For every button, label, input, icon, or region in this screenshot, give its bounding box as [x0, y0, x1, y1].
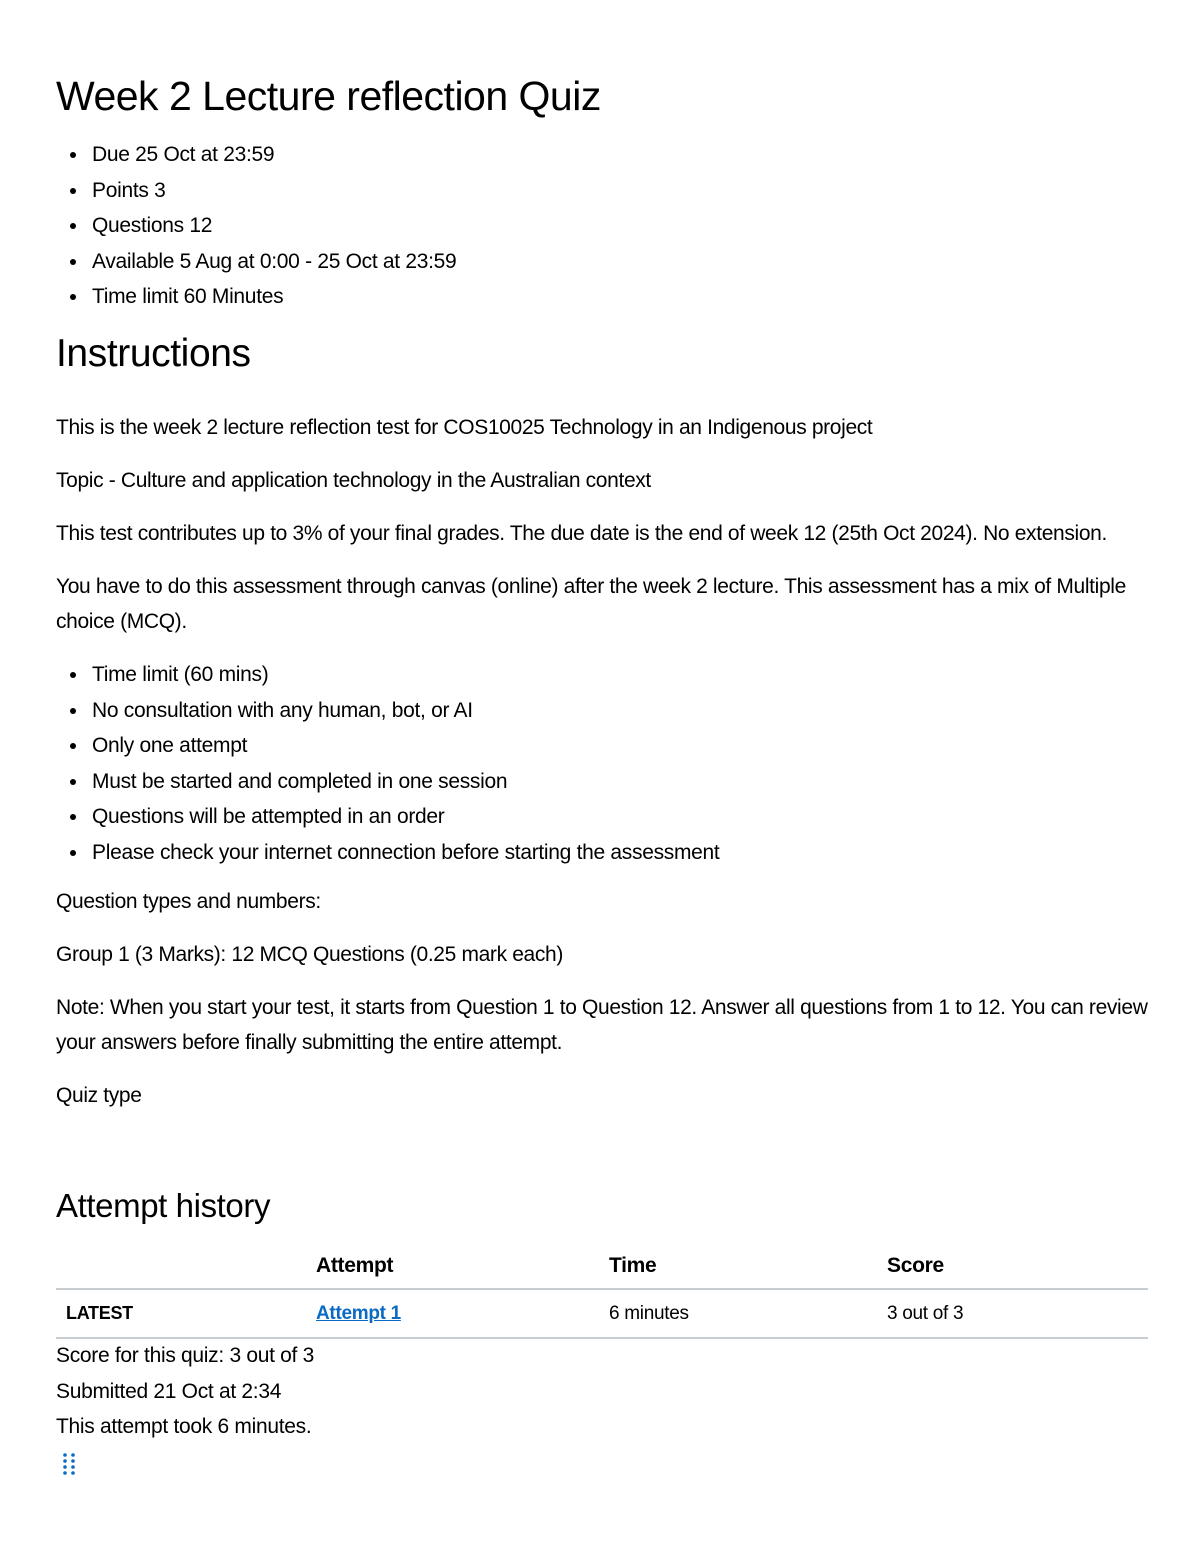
instructions-paragraph: Topic - Culture and application technology in the Australian context: [56, 469, 651, 492]
column-header-time: Time: [609, 1244, 887, 1289]
attempt-duration: This attempt took 6 minutes.: [56, 1415, 312, 1438]
quiz-score: Score for this quiz: 3 out of 3: [56, 1344, 315, 1367]
meta-time-limit: Time limit 60 Minutes: [92, 279, 456, 315]
instructions-paragraph: This test contributes up to 3% of your final grades. The due date is the end of week 12 (25th Oct 2024). No extension.: [56, 522, 1107, 545]
attempt-link[interactable]: Attempt 1: [316, 1302, 401, 1324]
instructions-heading: Instructions: [56, 332, 251, 375]
rule-item: Please check your internet connection before starting the assessment: [92, 835, 1148, 871]
meta-available: Available 5 Aug at 0:00 - 25 Oct at 23:59: [92, 244, 456, 280]
attempt-history-heading: Attempt history: [56, 1187, 271, 1224]
rules-list: [56, 657, 1148, 870]
attempt-status: LATEST: [56, 1289, 316, 1338]
quiz-meta-list: [56, 137, 456, 315]
submitted-time: Submitted 21 Oct at 2:34: [56, 1379, 282, 1403]
rule-item: No consultation with any human, bot, or AI: [92, 693, 1148, 729]
attempt-history-table: [56, 1244, 1148, 1339]
rule-item: Time limit (60 mins): [92, 657, 1148, 693]
column-header-attempt: Attempt: [316, 1244, 609, 1289]
meta-questions: Questions 12: [92, 208, 456, 244]
instructions-body: [56, 410, 1148, 1131]
column-header-status: [56, 1244, 316, 1289]
table-row: [56, 1289, 1148, 1338]
column-header-score: Score: [887, 1244, 1148, 1289]
attempt-cell: [316, 1289, 609, 1338]
page-title: Week 2 Lecture reflection Quiz: [56, 73, 601, 119]
quiz-type-label: Quiz type: [56, 1084, 142, 1107]
attempt-summary: [56, 1338, 314, 1445]
attempt-time: 6 minutes: [609, 1289, 887, 1338]
meta-points: Points 3: [92, 173, 456, 209]
drag-handle-icon[interactable]: [62, 1452, 76, 1476]
meta-due: Due 25 Oct at 23:59: [92, 137, 456, 173]
attempt-score: 3 out of 3: [887, 1289, 1148, 1338]
instructions-paragraph: You have to do this assessment through canvas (online) after the week 2 lecture. This assessment has a mix of Multiple choice (MCQ).: [56, 575, 1126, 633]
rule-item: Must be started and completed in one session: [92, 764, 1148, 800]
instructions-paragraph: This is the week 2 lecture reflection test for COS10025 Technology in an Indigenous project: [56, 416, 873, 439]
table-header-row: [56, 1244, 1148, 1289]
rule-item: Only one attempt: [92, 728, 1148, 764]
rule-item: Questions will be attempted in an order: [92, 799, 1148, 835]
note-paragraph: Note: When you start your test, it starts from Question 1 to Question 12. Answer all questions from 1 to 12. You can review your answers before finally submitting the entire attempt.: [56, 996, 1148, 1054]
group-description: Group 1 (3 Marks): 12 MCQ Questions (0.25 mark each): [56, 943, 563, 966]
question-types-label: Question types and numbers:: [56, 890, 321, 913]
